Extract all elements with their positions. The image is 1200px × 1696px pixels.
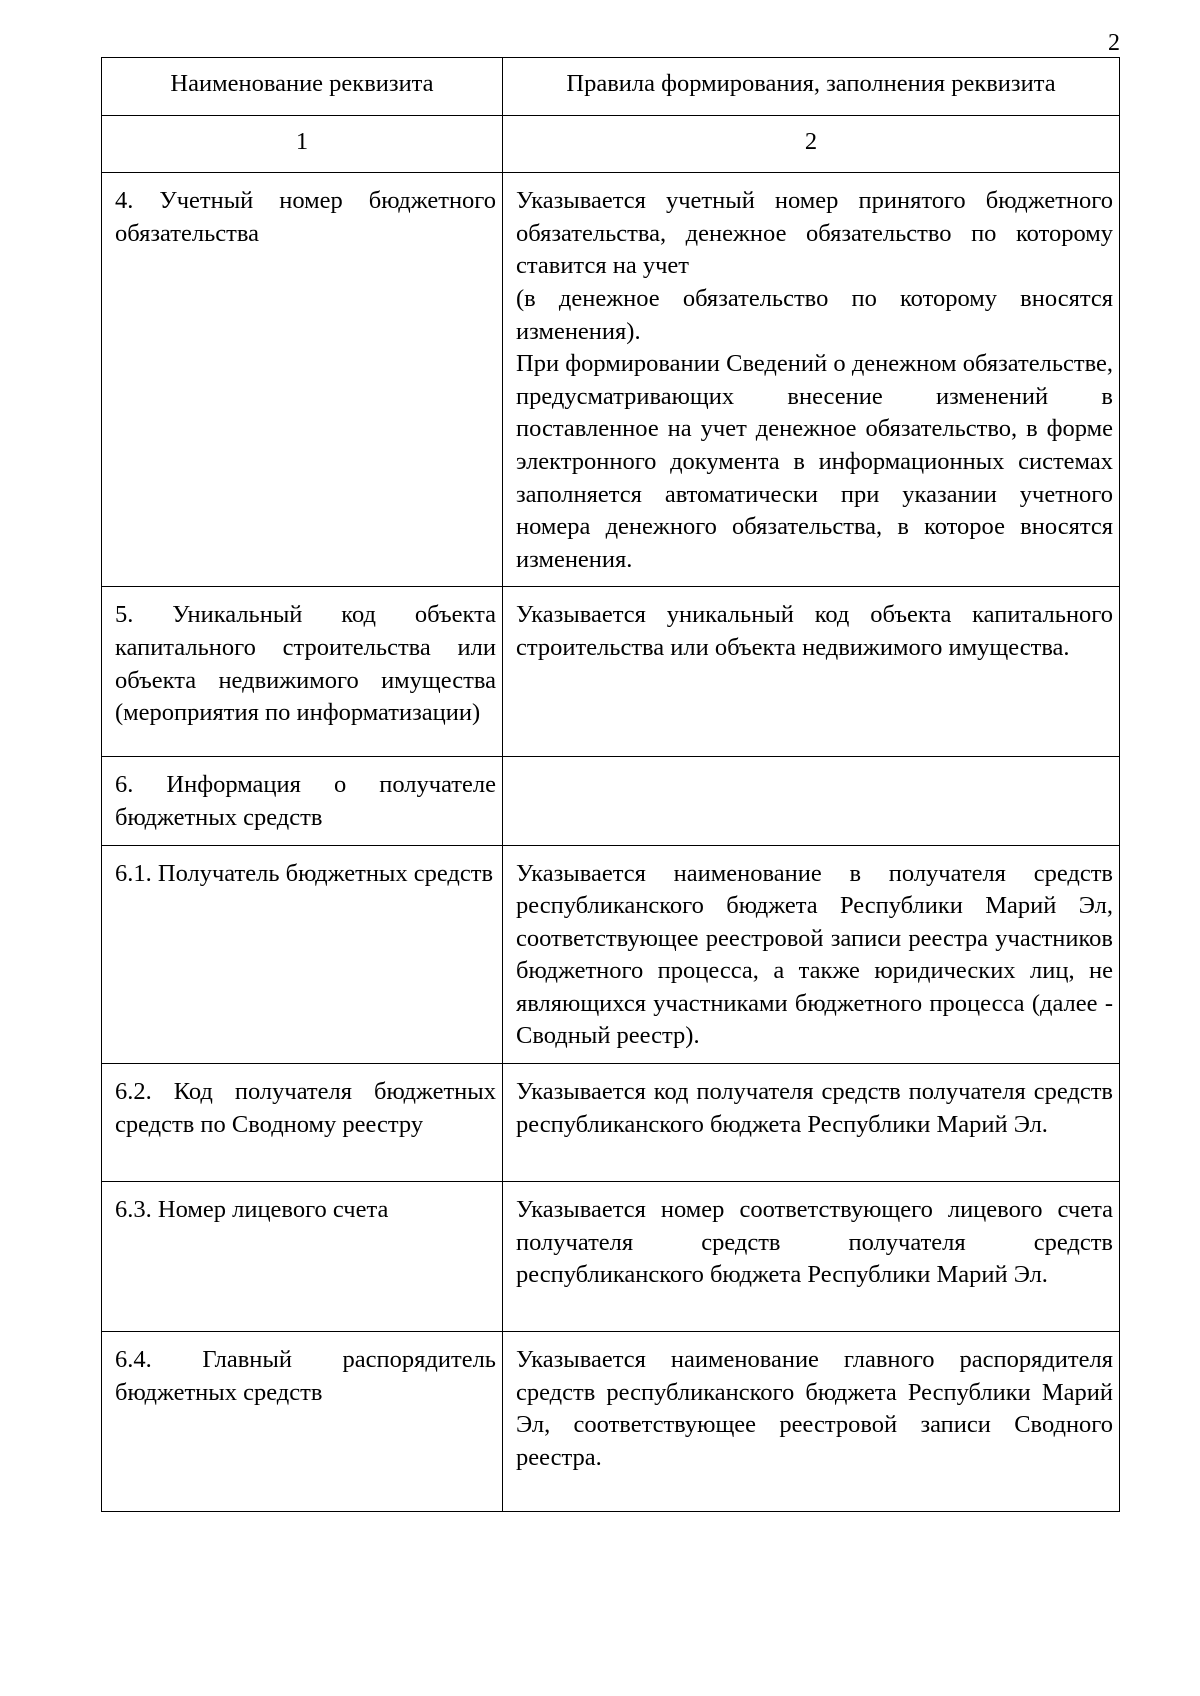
rule-paragraph: (в денежное обязательство по которому вносятся изменения). <box>516 284 1113 345</box>
requisite-rule <box>503 845 1120 1064</box>
rule-paragraph: Указывается код получателя средств получателя средств республиканского бюджета Республики Марий Эл. <box>516 1078 1113 1138</box>
requisite-name <box>102 1182 503 1332</box>
requisite-rule <box>503 1332 1120 1512</box>
requisite-name-text: 6.1. Получатель бюджетных средств <box>115 859 494 887</box>
header-requisite-name: Наименование реквизита <box>102 58 503 116</box>
column-number-2: 2 <box>503 115 1120 173</box>
table-row <box>102 1332 1120 1512</box>
header-requisite-rules: Правила формирования, заполнения реквизита <box>503 58 1120 116</box>
requisite-name <box>102 173 503 587</box>
requisite-name-text: 6.2. Код получателя бюджетных средств по Сводному реестру <box>115 1078 496 1138</box>
requisite-name <box>102 1064 503 1182</box>
requisite-rule <box>503 1064 1120 1182</box>
requisite-name <box>102 845 503 1064</box>
requisite-rule <box>503 173 1120 587</box>
rule-paragraph: Указывается номер соответствующего лицевого счета получателя средств получателя средств республиканского бюджета Республики Марий Эл. <box>516 1196 1113 1289</box>
requisite-name <box>102 757 503 845</box>
rule-paragraph: Указывается учетный номер принятого бюджетного обязательства, денежное обязательство по которому ставится на учет <box>516 187 1113 280</box>
table-row <box>102 587 1120 757</box>
rule-paragraph: Указывается наименование главного распорядителя средств республиканского бюджета Республики Марий Эл, соответствующее реестровой записи Сводного реестра. <box>516 1346 1113 1471</box>
requisite-name-text: 6.3. Номер лицевого счета <box>115 1196 389 1224</box>
requisite-name-text: 6.4. Главный распорядитель бюджетных средств <box>115 1346 496 1406</box>
page-number: 2 <box>1108 30 1120 56</box>
requisite-name <box>102 587 503 757</box>
requisite-rule <box>503 587 1120 757</box>
requisite-name-text: 4. Учетный номер бюджетного обязательства <box>115 187 496 247</box>
requisite-rule <box>503 1182 1120 1332</box>
requisite-name-text: 5. Уникальный код объекта капитального строительства или объекта недвижимого имущества (мероприятия по информатизации) <box>115 601 496 727</box>
rule-paragraph: Указывается наименование в получателя средств республиканского бюджета Республики Марий Эл, соответствующее реестровой записи реестра участников бюджетного процесса, а также юридических лиц, не являющихся участниками бюджетного процесса (далее - Сводный реестр). <box>516 859 1113 1050</box>
requisite-name-text: 6. Информация о получателе бюджетных средств <box>115 771 496 831</box>
column-number-1: 1 <box>102 115 503 173</box>
column-number-row <box>102 115 1120 173</box>
table-row <box>102 757 1120 845</box>
requisite-name <box>102 1332 503 1512</box>
table-row <box>102 173 1120 587</box>
table-row <box>102 845 1120 1064</box>
requisite-rule <box>503 757 1120 845</box>
table-row <box>102 1064 1120 1182</box>
table-header-row <box>102 58 1120 116</box>
rule-paragraph: Указывается уникальный код объекта капитального строительства или объекта недвижимого имущества. <box>516 601 1113 661</box>
rule-paragraph: При формировании Сведений о денежном обязательстве, предусматривающих внесение изменений в поставленное на учет денежное обязательство, в форме электронного документа в информационных системах заполняется автоматически при указании учетного номера денежного обязательства, в которое вносятся изменения. <box>516 350 1113 573</box>
requisites-table <box>101 57 1120 1512</box>
table-row <box>102 1182 1120 1332</box>
